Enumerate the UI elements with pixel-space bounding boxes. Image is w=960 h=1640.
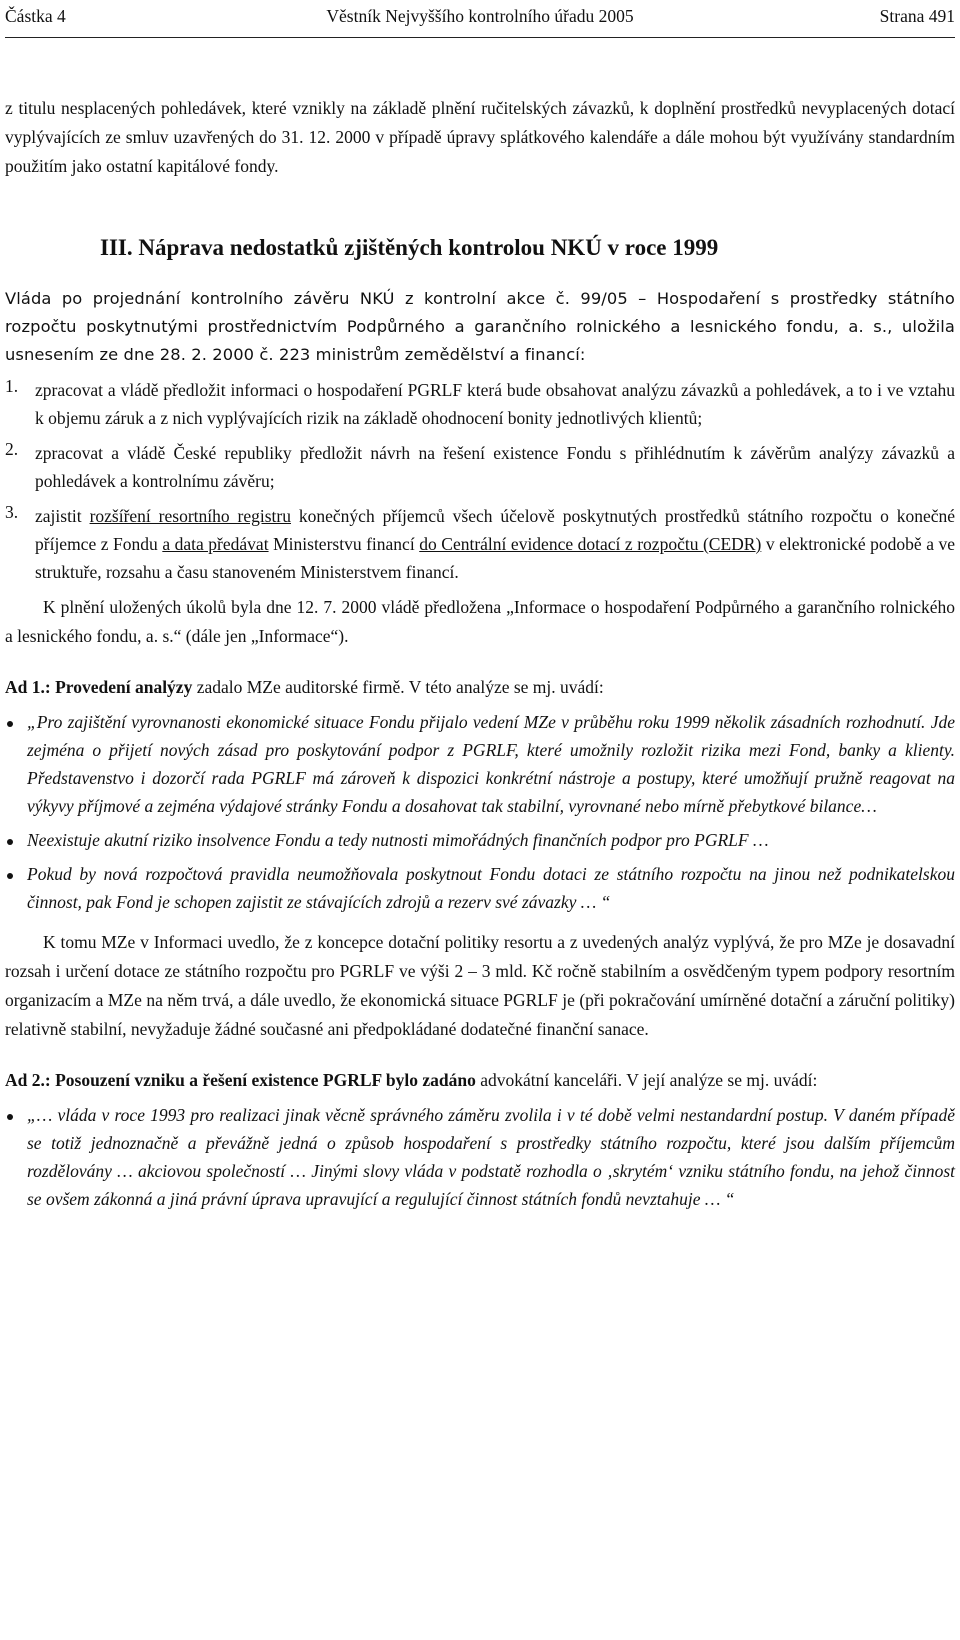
- task-number: 1.: [5, 376, 19, 396]
- quote-bullet: [5, 1101, 955, 1213]
- task-item: [5, 502, 955, 586]
- journal-title: Věstník Nejvyššího kontrolního úřadu 2005: [326, 6, 634, 26]
- document-body: [5, 94, 955, 1213]
- bullet-text: „Pro zajištění vyrovnanosti ekonomické situace Fondu přijalo vedení MZe v průběhu roku 1999 několik zásadních rozhodnutí. Jde zejména o přijetí nových zásad pro poskytování podpor z PGRLF, které umožnily rozložit rizika mezi Fond, banky a klienty. Představenstvo i dozorčí rada PGRLF má zároveň k dispozici konkrétní nástroje a postupy, které umožňují pružně reagovat na výkyvy příjmové a zejména výdajové stránky Fondu a dosahovat tak stabilní, vyrovnané nebo mírně přebytkové bilance…: [27, 712, 955, 816]
- task-text: zpracovat a vládě České republiky předložit návrh na řešení existence Fondu s přihlédnutím k závěrům analýzy závazků a pohledávek a kontrolnímu závěru;: [35, 443, 955, 491]
- bullet-text: „… vláda v roce 1993 pro realizaci jinak věcně správného záměru zvolila i v té době velmi nestandardní postup. V daném případě se totiž jednoznačně a převážně jedná o způsob hospodaření s prostředky státního rozpočtu, které jsou dalším příjemcům rozdělovány … akciovou společností … Jinými slovy vláda v podstatě rozhodla o ‚skrytém‘ vzniku státního fondu, na jehož činnost se ovšem zákonná a jiná právní úprava upravující a regulující činnost státních fondů nevztahuje … “: [27, 1105, 955, 1209]
- bullet-text: Pokud by nová rozpočtová pravidla neumožňovala poskytnout Fondu dotaci ze státního rozpočtu na jinou než podnikatelskou činnost, pak Fond je schopen zajistit ze stávajících zdrojů a rezerv své závazky … “: [27, 864, 955, 912]
- task-number: 3.: [5, 502, 19, 522]
- header-divider: [5, 37, 955, 38]
- task-text-part: v elektronické podobě a ve struktuře, rozsahu a času stanoveném Ministerstvem financí.: [35, 534, 956, 582]
- underlined-phrase: do Centrální evidence dotací z rozpočtu (CEDR): [419, 534, 762, 554]
- quote-bullet: [5, 708, 955, 820]
- ad1-rest-text: zadalo MZe auditorské firmě. V této analýze se mj. uvádí:: [192, 677, 604, 697]
- task-text: zpracovat a vládě předložit informaci o hospodaření PGRLF která bude obsahovat analýzu závazků a pohledávek, a to i ve vztahu k objemu záruk a z nich vyplývajících rizik na základě ohodnocení bonity jednotlivých klientů;: [35, 380, 955, 428]
- government-resolution-paragraph: Vláda po projednání kontrolního závěru NKÚ z kontrolní akce č. 99/05 – Hospodaření s prostředky státního rozpočtu poskytnutými prostřednictvím Podpůrného a garančního rolnického a lesnického fondu, a. s., uložila usnesením ze dne 28. 2. 2000 č. 223 ministrům zemědělství a financí:: [5, 289, 955, 364]
- page-number: Strana 491: [879, 6, 955, 26]
- ad1-label: Ad 1.:: [5, 677, 51, 697]
- bullet-icon: [5, 826, 27, 854]
- task-text-part: Ministerstvu financí: [268, 534, 420, 554]
- page-header: [5, 6, 955, 30]
- bullet-icon: [5, 860, 27, 888]
- ad2-heading: [5, 1066, 955, 1095]
- task-item: [5, 376, 955, 432]
- task-text: [35, 502, 955, 586]
- ad2-label: Ad 2.:: [5, 1070, 51, 1090]
- issue-number: Částka 4: [5, 6, 66, 26]
- underlined-phrase: rozšíření resortního registru: [89, 506, 291, 526]
- task-number: 2.: [5, 439, 19, 459]
- section-heading: III. Náprava nedostatků zjištěných kontrolou NKÚ v roce 1999: [100, 235, 719, 260]
- bullet-icon: [5, 708, 27, 736]
- ad1-heading: [5, 673, 955, 702]
- bullet-text: Neexistuje akutní riziko insolvence Fondu a tedy nutnosti mimořádných finančních podpor pro PGRLF …: [27, 830, 769, 850]
- task-text-part: konečných příjemců všech účelově poskytnutých prostředků státního rozpočtu o konečné příjemce z Fondu: [35, 506, 956, 554]
- quote-bullet: [5, 826, 955, 854]
- ad2-rest-text: advokátní kanceláři. V její analýze se mj. uvádí:: [475, 1070, 818, 1090]
- quote-bullet: [5, 860, 955, 916]
- task-item: [5, 439, 955, 495]
- bullet-icon: [5, 1101, 27, 1129]
- task-text-part: zajistit: [35, 506, 90, 526]
- underlined-phrase: a data předávat: [162, 534, 269, 554]
- ad2-bold-text: Posouzení vzniku a řešení existence PGRLF bylo zadáno: [55, 1070, 476, 1090]
- mze-paragraph: K tomu MZe v Informaci uvedlo, že z koncepce dotační politiky resortu a z uvedených analýz vyplývá, že pro MZe je dosavadní rozsah i určení dotace ze státního rozpočtu pro PGRLF ve výši 2 – 3 mld. Kč ročně stabilním a osvědčeným typem podpory resortním organizacím a MZe na něm trvá, a dále uvedlo, že ekonomická situace PGRLF je (při pokračování umírněné dotační a záruční politiky) relativně stabilní, nevyžaduje žádné současné ani předpokládané dodatečné finanční sanace.: [5, 932, 955, 1039]
- fulfillment-paragraph: K plnění uložených úkolů byla dne 12. 7. 2000 vládě předložena „Informace o hospodaření Podpůrného a garančního rolnického a lesnického fondu, a. s.“ (dále jen „Informace“).: [5, 597, 955, 646]
- ad1-bold-text: Provedení analýzy: [55, 677, 193, 697]
- intro-paragraph: z titulu nesplacených pohledávek, které vznikly na základě plnění ručitelských závazků, k doplnění prostředků nevyplacených dotací vyplývajících ze smluv uzavřených do 31. 12. 2000 v případě úpravy splátkového kalendáře a dále mohou být využívány standardním použitím jako ostatní kapitálové fondy.: [5, 98, 955, 176]
